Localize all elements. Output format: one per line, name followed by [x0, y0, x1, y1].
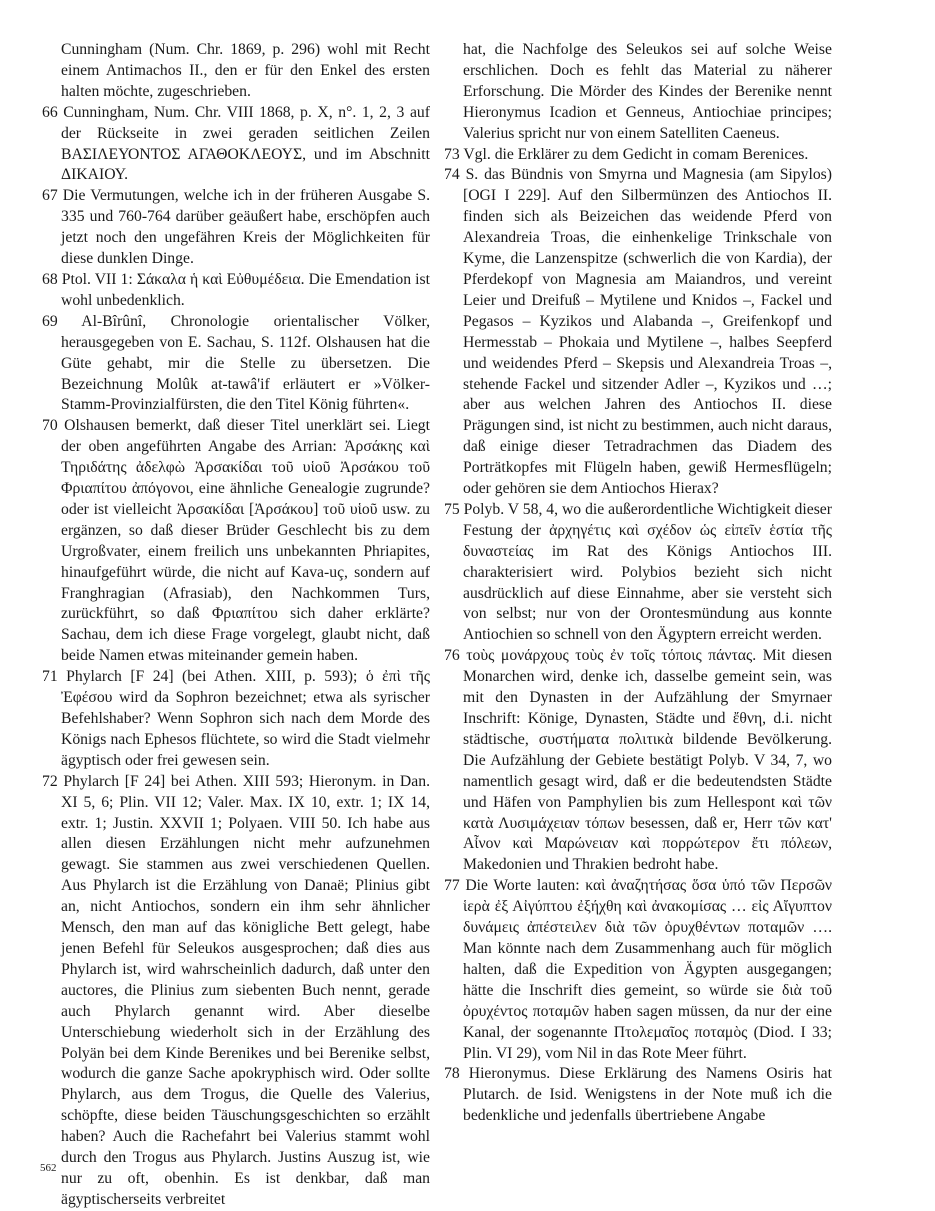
note-76: 76 τοὺς μονάρχους τοὺς ἐν τοῖς τόποις πάντας. Mit diesen Monarchen wird, denke ich, dasselbe gemeint sein, was mit den Dynasten in der Aufzählung der Smyrnaer Inschrift: Könige, Dynasten, Städte und ἔθνη, d.i. nicht städtische, συστήματα πολιτικὰ bildende Bevölkerung. Die Aufzählung der Gebiete bestätigt Polyb. V 34, 7, wo namentlich gesagt wird, daß er die bedeutendsten Städte und Häfen von Pamphylien bis zum Hellespont καὶ τῶν κατὰ Λυσιμάχειαν τόπων besessen, daß er, Herr τῶν κατ' Αἶνον καὶ Μαρώνειαν καὶ πορρώτερον ἔτι πόλεων, Makedonien und Thrakien bedroht habe.: [444, 647, 832, 874]
note-72-continuation: hat, die Nachfolge des Seleukos sei auf solche Weise erschlichen. Doch es fehlt das Material zu näherer Erforschung. Die Mörder des Kindes der Berenike nennt Hieronymus Icadion et Genneus, Antiochiae principes; Valerius spricht nur von einem Satelliten Caeneus.: [463, 41, 832, 142]
note-71: 71 Phylarch [F 24] (bei Athen. XIII, p. 593); ὁ ἐπὶ τῆς Ἐφέσου wird da Sophron bezeichnet; etwa als syrischer Befehlshaber? Wenn Sophron sich nach dem Morde des Königs nach Ephesos flüchtete, so wird die Stadt vielmehr ägyptisch oder frei gewesen sein.: [42, 668, 430, 769]
note-70: 70 Olshausen bemerkt, daß dieser Titel unerklärt sei. Liegt der oben angeführten Angabe des Arrian: Ἀρσάκης καὶ Τηριδάτης ἀδελφὼ Ἀρσακίδαι τοῦ υἱοῦ Ἀρσάκου τοῦ Φριαπίτου ἀπόγονοι, eine ähnliche Genealogie zugrunde? oder ist vielleicht Ἀρσακίδαι [Ἀρσάκου] τοῦ υἱοῦ usw. zu ergänzen, so daß dieser Brüder Geschlecht bis zu dem Urgroßvater, einem freilich uns unbekannten Phriapites, hinaufgeführt würde, die nicht auf Kava-uç, sondern auf Franghragian (Afrasiab), den Nachkommen Turs, zurückführt, so daß Φριαπίτου sich daher erklärte? Sachau, dem ich diese Frage vorgelegt, glaubt nicht, daß beide Namen etwas miteinander gemein haben.: [42, 417, 430, 665]
page-number: 562: [40, 1162, 57, 1174]
note-68: 68 Ptol. VII 1: Σάκαλα ἡ καὶ Εὐθυμέδεια. Die Emendation ist wohl unbedenklich.: [42, 270, 430, 309]
note-66: 66 Cunningham, Num. Chr. VIII 1868, p. X, n°. 1, 2, 3 auf der Rückseite in zwei geraden seitlichen Zeilen ΒΑΣΙΛΕΥΟΝΤΟΣ ΑΓΑΘΟΚΛΕΟΥΣ, und im Abschnitt ΔΙΚΑΙΟΥ.: [42, 103, 430, 184]
left-column: [42, 40, 430, 1211]
note-72: 72 Phylarch [F 24] bei Athen. XIII 593; Hieronym. in Dan. XI 5, 6; Plin. VII 12; Valer. Max. IX 10, extr. 1; IX 14, extr. 1; Justin. XXVII 1; Polyaen. VIII 50. Ich habe aus allen diesen Erzählungen nicht mehr aufzunehmen gewagt. Sie stammen aus zwei verschiedenen Quellen. Aus Phylarch ist die Erzählung von Danaë; Plinius gibt an, nicht Antiochos, sondern ein ihm sehr ähnlicher Mensch, den man auf das königliche Bett gelegt, habe jenen Befehl für Seleukos ausgesprochen; daß dies aus Phylarch ist, wird wahrscheinlich dadurch, daß unter den auctores, die Plinius zum siebenten Buch nennt, gerade auch Phylarch genannt wird. Aber dieselbe Unterschiebung wiederholt sich in der Erzählung des Polyän bei dem Kinde Berenikes und bei Berenike selbst, wodurch die ganze Sache apokryphisch wird. Oder sollte Phylarch, aus dem Trogus, die Quelle des Valerius, schöpfte, diese beiden Täuschungsgeschichten so erzählt haben? Auch die Rachefahrt bei Valerius stammt wohl durch den Trogus aus Phylarch. Justins Auszug ist, wie nur zu oft, obenhin. Es ist denkbar, daß man ägyptischerseits verbreitet: [42, 772, 430, 1208]
note-78: 78 Hieronymus. Diese Erklärung des Namens Osiris hat Plutarch. de Isid. Wenigstens in der Note muß ich die bedenkliche und jedenfalls übertriebene Angabe: [444, 1065, 832, 1125]
right-column: [444, 40, 832, 1127]
note-75: 75 Polyb. V 58, 4, wo die außerordentliche Wichtigkeit dieser Festung der ἀρχηγέτις καὶ σχέδον ὡς εἰπεῖν ἑστία τῆς δυναστείας im Rat des Königs Antiochos III. charakterisiert wird. Polybios bezieht sich nicht ausdrücklich auf diese Einnahme, aber sie versteht sich von selbst; nur von der Orontesmündung aus konnte Antiochien so schnell von den Ägyptern erreicht werden.: [444, 500, 832, 644]
note-69: 69 Al-Bîrûnî, Chronologie orientalischer Völker, herausgegeben von E. Sachau, S. 112f. Olshausen hat die Güte gehabt, mir die Stelle zu übersetzen. Die Bezeichnung Molûk at-tawâ'if erläutert er »Völker-Stamm-Provinzialfürsten, die den Titel König führten«.: [42, 312, 430, 414]
note-65-continuation: Cunningham (Num. Chr. 1869, p. 296) wohl mit Recht einem Antimachos II., den er für den Enkel des ersten halten möchte, zugeschrieben.: [61, 41, 430, 100]
note-74: 74 S. das Bündnis von Smyrna und Magnesia (am Sipylos) [OGI I 229]. Auf den Silbermünzen des Antiochos II. finden sich als Beizeichen das weidende Pferd von Alexandreia Troas, die einhenkelige Trinkschale von Kyme, die Lanzenspitze (schwerlich die von Kardia), der Pferdekopf von Magnesia am Maiandros, und vereint Leier und Dreifuß – Mytilene und Knidos –, Fackel und Pegasos – Kyzikos und Alabanda –, Greifenkopf und Hermesstab – Phokaia und Mytilene –, halbes Seepferd und weidendes Pferd – Skepsis und Alexandreia Troas –, stehende Fackel und sitzender Adler –, Kyzikos und …; aber aus welchen Jahren des Antiochos II. diese Prägungen sind, ist nicht zu bestimmen, auch nicht daraus, daß einige dieser Tetradrachmen das Diadem des Porträtkopfes mit Flügeln haben, gewiß Hermesflügeln; oder gehören sie dem Antiochos Hierax?: [444, 166, 832, 498]
note-77: 77 Die Worte lauten: καὶ ἀναζητήσας ὅσα ὑπό τῶν Περσῶν ἱερὰ ἐξ Αἰγύπτου ἐξήχθη καὶ ἀνακομίσας … εἰς Αἴγυπτον δυνάμεις ἀπέστειλεν διὰ τῶν ὀρυχθέντων ποταμῶν …. Man könnte nach dem Zusammenhang auch für möglich halten, daß die Expedition von Ägypten ausgegangen; hätte die Inschrift dies gemeint, so würde sie διὰ τοῦ ὀρυχέντος ποταμῶν haben sagen müssen, da nur der eine Kanal, der sogenannte Πτολεμαῖος ποταμὸς (Diod. I 33; Plin. VI 29), vom Nil in das Rote Meer führt.: [444, 877, 832, 1062]
note-67: 67 Die Vermutungen, welche ich in der früheren Ausgabe S. 335 und 760-764 darüber geäußert habe, erschöpfen auch jetzt noch den ungefähren Kreis der Möglichkeiten für diese dunklen Dinge.: [42, 187, 430, 268]
note-73: 73 Vgl. die Erklärer zu dem Gedicht in comam Berenices.: [444, 145, 809, 163]
